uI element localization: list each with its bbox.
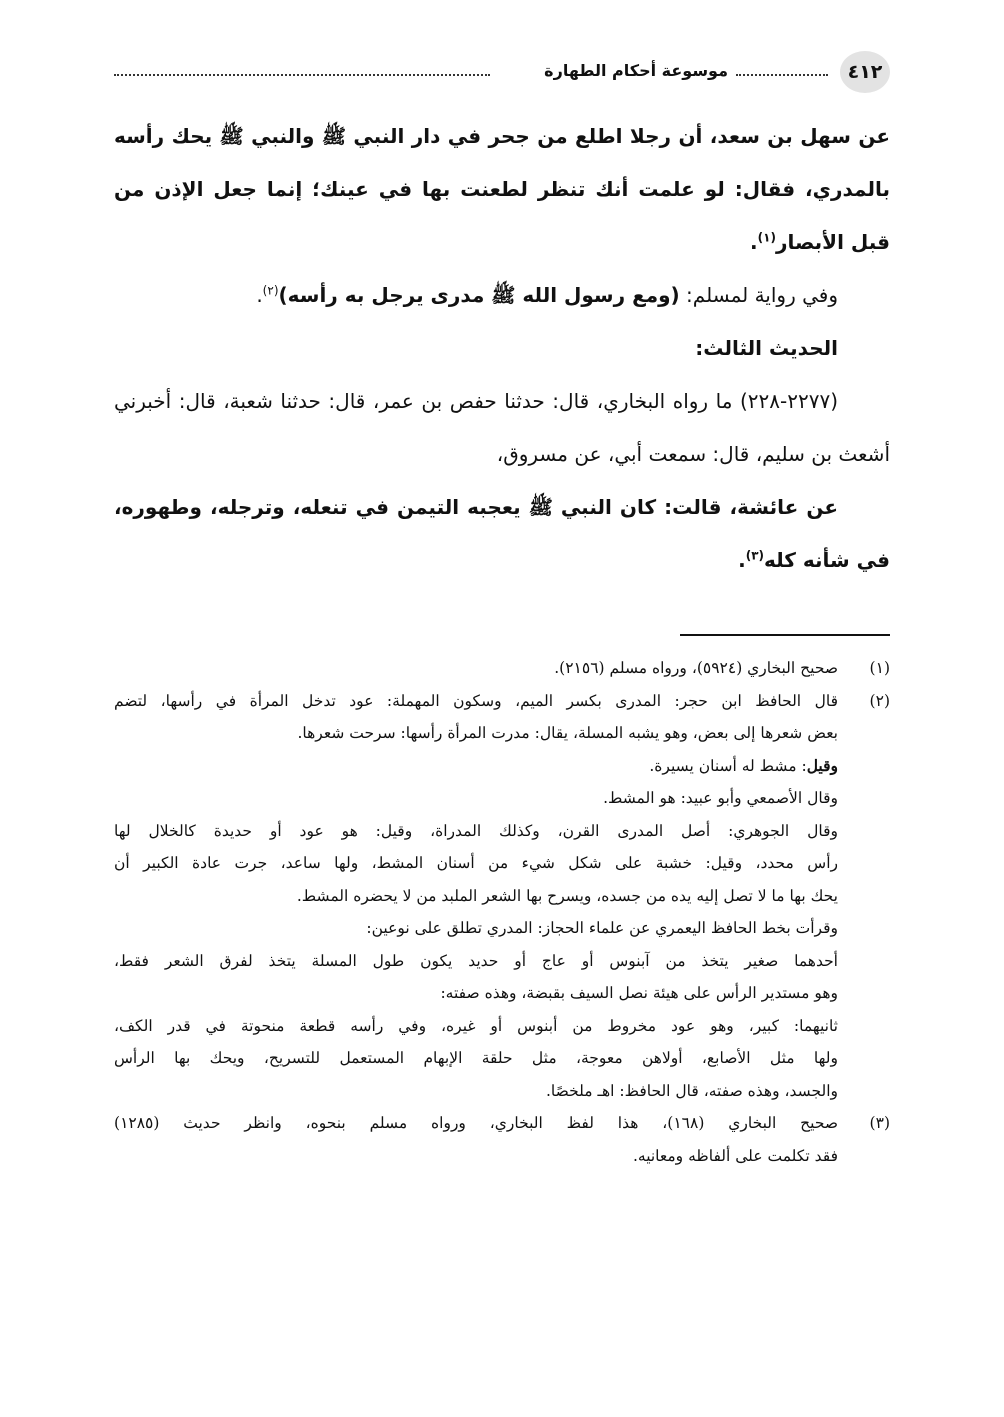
- header-dotted-rule: [114, 74, 490, 76]
- hadith-text: عن عائشة، قالت: كان النبي ﷺ يعجبه التيمن في تنعله، وترجله، وطهوره، في شأنه كله: [114, 495, 890, 572]
- header-dotted-rule: [736, 74, 828, 76]
- main-text: [114, 110, 890, 587]
- punctuation: .: [256, 283, 263, 307]
- footnote-number: (١): [869, 659, 890, 677]
- hadith-text-paragraph: [114, 481, 890, 587]
- narration-quote: (ومع رسول الله ﷺ مدرى يرجل به رأسه): [278, 283, 680, 307]
- isnad-paragraph: (٢٢٧٧-٢٢٨) ما رواه البخاري، قال: حدثنا حفص بن عمر، قال: حدثنا شعبة، قال: أخبرني أشعث بن سليم، قال: سمعت أبي، عن مسروق،: [114, 389, 890, 466]
- footnote-line: ولها مثل الأصابع، أولاهن معوجة، مثل حلقة الإبهام المستعمل للتسريح، ويحك بها الرأس: [114, 1049, 838, 1067]
- footnote-line: وقال الأصمعي وأبو عبيد: هو المشط.: [603, 789, 838, 807]
- footnote: [114, 652, 890, 685]
- footnote-number: (٣): [869, 1114, 890, 1132]
- footnote-line: صحيح البخاري (٥٩٢٤)، ورواه مسلم (٢١٥٦).: [554, 659, 838, 677]
- section-heading: الحديث الثالث:: [695, 336, 838, 360]
- hadith-text-paragraph: [114, 110, 890, 269]
- footnote-line: رأس محدد، وقيل: خشبة على شكل شيء من أسنان المشط، ولها ساعد، جرت عادة الكبير أن: [114, 854, 838, 872]
- footnote-line: وقال الجوهري: أصل المدرى القرن، وكذلك المدراة، وقيل: هو عود أو حديدة كالخلال لها: [114, 821, 838, 840]
- footnote-line: قال الحافظ ابن حجر: المدرى بكسر الميم، وسكون المهملة: عود تدخل المرأة في رأسها، لتضم: [114, 691, 838, 710]
- hadith-text: عن سهل بن سعد، أن رجلا اطلع من جحر في دار النبي ﷺ والنبي ﷺ يحك رأسه بالمدري، فقال: لو علمت أنك تنظر لطعنت بها في عينك؛ إنما جعل الإذن من قبل الأبصار: [114, 124, 890, 254]
- footnote-reference: (٣): [745, 548, 764, 563]
- footnote-line: فقد تكلمت على ألفاظه ومعانيه.: [632, 1146, 838, 1165]
- page-number: ٤١٢: [840, 51, 890, 93]
- punctuation: .: [738, 548, 746, 572]
- footnotes: [114, 652, 890, 1172]
- footnote: [114, 685, 890, 1108]
- footnote-line: ثانيهما: كبير، وهو عود مخروط من أبنوس أو غيره، وفي رأسه قطعة منحوتة في قدر الكف،: [114, 1016, 838, 1035]
- punctuation: .: [750, 230, 758, 254]
- footnote-label: وقيل: [806, 755, 838, 775]
- footnote-line: صحيح البخاري (١٦٨)، هذا لفظ البخاري، ورواه مسلم بنحوه، وانظر حديث (١٢٨٥): [114, 1114, 838, 1132]
- narration-lead: وفي رواية لمسلم:: [679, 283, 838, 307]
- footnote-line: والجسد، وهذه صفته، قال الحافظ: اهـ ملخصًا.: [545, 1081, 838, 1100]
- footnote-number: (٢): [869, 691, 890, 710]
- footnote-line: يحك بها ما لا تصل إليه يده من جسده، ويسرح بها الشعر الملبد من لا يحضره المشط.: [296, 886, 838, 905]
- footnote-line: بعض شعرها إلى بعض، وهو يشبه المسلة، يقال: مدرت المرأة رأسها: سرحت شعرها.: [297, 724, 838, 742]
- footnote-reference: (١): [757, 230, 776, 245]
- page-header: [114, 48, 890, 96]
- running-title: موسوعة أحكام الطهارة: [540, 57, 732, 85]
- footnote-reference: (٢): [262, 283, 279, 298]
- footnote-line: أحدهما صغير يتخذ من آبنوس أو عاج أو حديد يكون طول المسلة يتخذ لفرق الشعر فقط،: [114, 951, 838, 970]
- footnote-line: وقيل: مشط له أسنان يسيرة.: [649, 755, 838, 775]
- footnote-line: وقرأت بخط الحافظ اليعمري عن علماء الحجاز: المدري تطلق على نوعين:: [366, 919, 838, 937]
- footnote-line: وهو مستدير الرأس على هيئة نصل السيف بقبضة، وهذه صفته:: [440, 984, 838, 1002]
- narration-variant-paragraph: [114, 269, 890, 322]
- footnote-separator: [680, 634, 890, 636]
- footnote: [114, 1107, 890, 1172]
